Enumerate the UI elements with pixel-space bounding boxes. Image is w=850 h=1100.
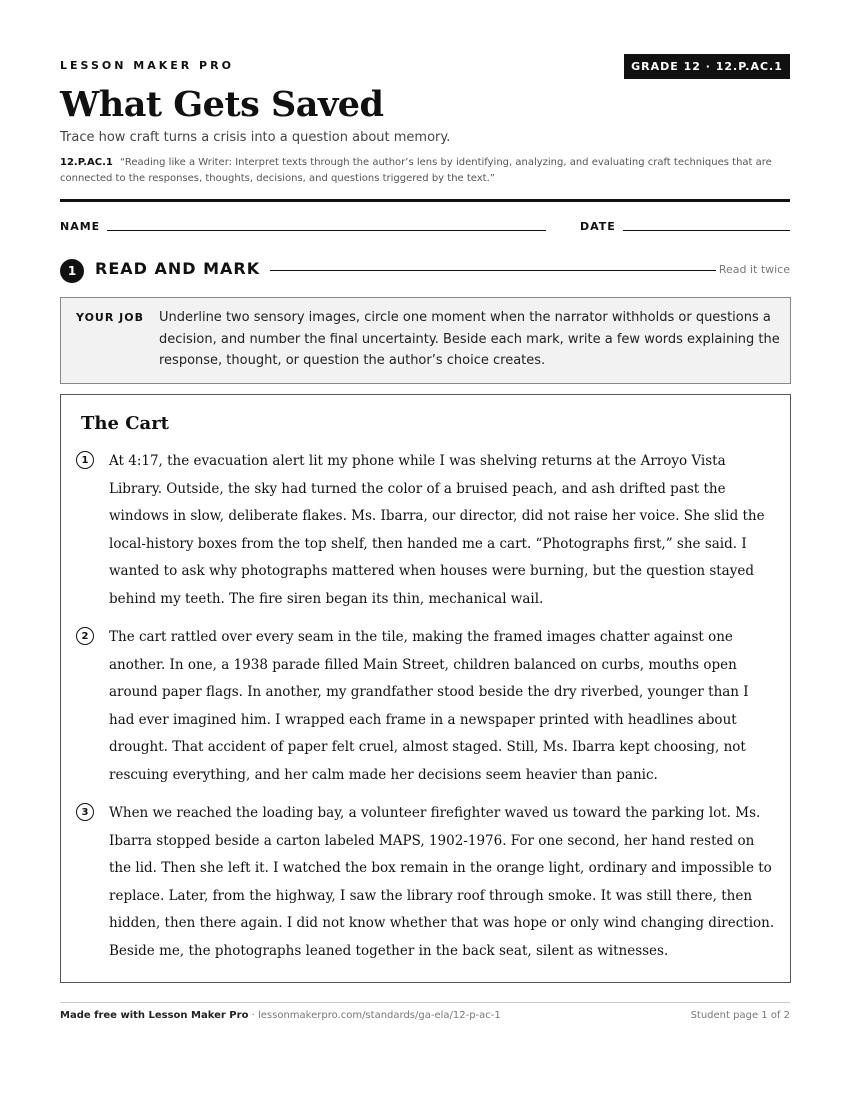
date-line[interactable] bbox=[623, 230, 790, 231]
header-divider bbox=[60, 199, 790, 202]
standard-text: “Reading like a Writer: Interpret texts through the author’s lens by identifying, analyzing, and evaluating craft techniques that are connected to the responses, thoughts, decisions, and questions triggered by the text.” bbox=[60, 157, 772, 184]
passage-title: The Cart bbox=[81, 413, 169, 434]
reading-passage bbox=[60, 394, 791, 983]
paragraph-number-2: 2 bbox=[76, 627, 94, 645]
paragraph-number-1: 1 bbox=[76, 451, 94, 469]
footer-made-with: Made free with Lesson Maker Pro bbox=[60, 1010, 249, 1021]
section-note: Read it twice bbox=[718, 263, 790, 276]
section-divider bbox=[270, 270, 716, 271]
section-title: READ AND MARK bbox=[95, 259, 261, 278]
grade-badge: GRADE 12 · 12.P.AC.1 bbox=[624, 54, 790, 79]
name-label: NAME bbox=[60, 220, 101, 233]
paragraph-number-3: 3 bbox=[76, 803, 94, 821]
footer-credit bbox=[60, 1010, 501, 1021]
date-label: DATE bbox=[580, 220, 616, 233]
standard-description bbox=[60, 155, 795, 187]
footer-divider bbox=[60, 1002, 790, 1003]
instructions-box bbox=[60, 297, 791, 384]
footer-page-number: Student page 1 of 2 bbox=[690, 1010, 790, 1021]
brand-name: LESSON MAKER PRO bbox=[60, 59, 234, 72]
instructions-text: Underline two sensory images, circle one moment when the narrator withholds or questions a decision, and number the final uncertainty. Beside each mark, write a few words explaining the response, thought, or question the author’s choice creates. bbox=[159, 310, 780, 368]
passage-paragraph-2: The cart rattled over every seam in the tile, making the framed images chatter against one another. In one, a 1938 parade filled Main Street, children balanced on curbs, mouths open around paper flags. In another, my grandfather stood beside the dry riverbed, younger than I had ever imagined him. I wrapped each frame in a newspaper printed with headlines about drought. That accident of paper felt cruel, almost staged. Still, Ms. Ibarra kept choosing, not rescuing everything, and her calm made her decisions seem heavier than panic. bbox=[109, 629, 749, 783]
passage-paragraph-1: At 4:17, the evacuation alert lit my phone while I was shelving returns at the Arroyo Vista Library. Outside, the sky had turned the color of a bruised peach, and ash drifted past the windows in slow, deliberate flakes. Ms. Ibarra, our director, did not raise her voice. She slid the local-history boxes from the top shelf, then handed me a cart. “Photographs first,” she said. I wanted to ask why photographs mattered when houses were burning, but the question stayed behind my teeth. The fire siren began its thin, mechanical wail. bbox=[109, 453, 765, 607]
passage-paragraph-3: When we reached the loading bay, a volunteer firefighter waved us toward the parking lot. Ms. Ibarra stopped beside a carton labeled MAPS, 1902-1976. For one second, her hand rested on the lid. Then she left it. I watched the box remain in the orange light, ordinary and impossible to replace. Later, from the highway, I saw the library roof through smoke. It was still there, then hidden, then there again. I did not know whether that was hope or only wind changing direction. Beside me, the photographs leaned together in the back seat, silent as witnesses. bbox=[109, 805, 775, 959]
page-title: What Gets Saved bbox=[60, 84, 384, 125]
footer-url[interactable]: · lessonmakerpro.com/standards/ga-ela/12-p-ac-1 bbox=[248, 1010, 501, 1021]
standard-code: 12.P.AC.1 bbox=[60, 157, 113, 168]
instructions-label: YOUR JOB bbox=[76, 311, 144, 324]
name-line[interactable] bbox=[107, 230, 546, 231]
page-subtitle: Trace how craft turns a crisis into a question about memory. bbox=[60, 130, 451, 145]
section-number-badge: 1 bbox=[60, 259, 84, 283]
